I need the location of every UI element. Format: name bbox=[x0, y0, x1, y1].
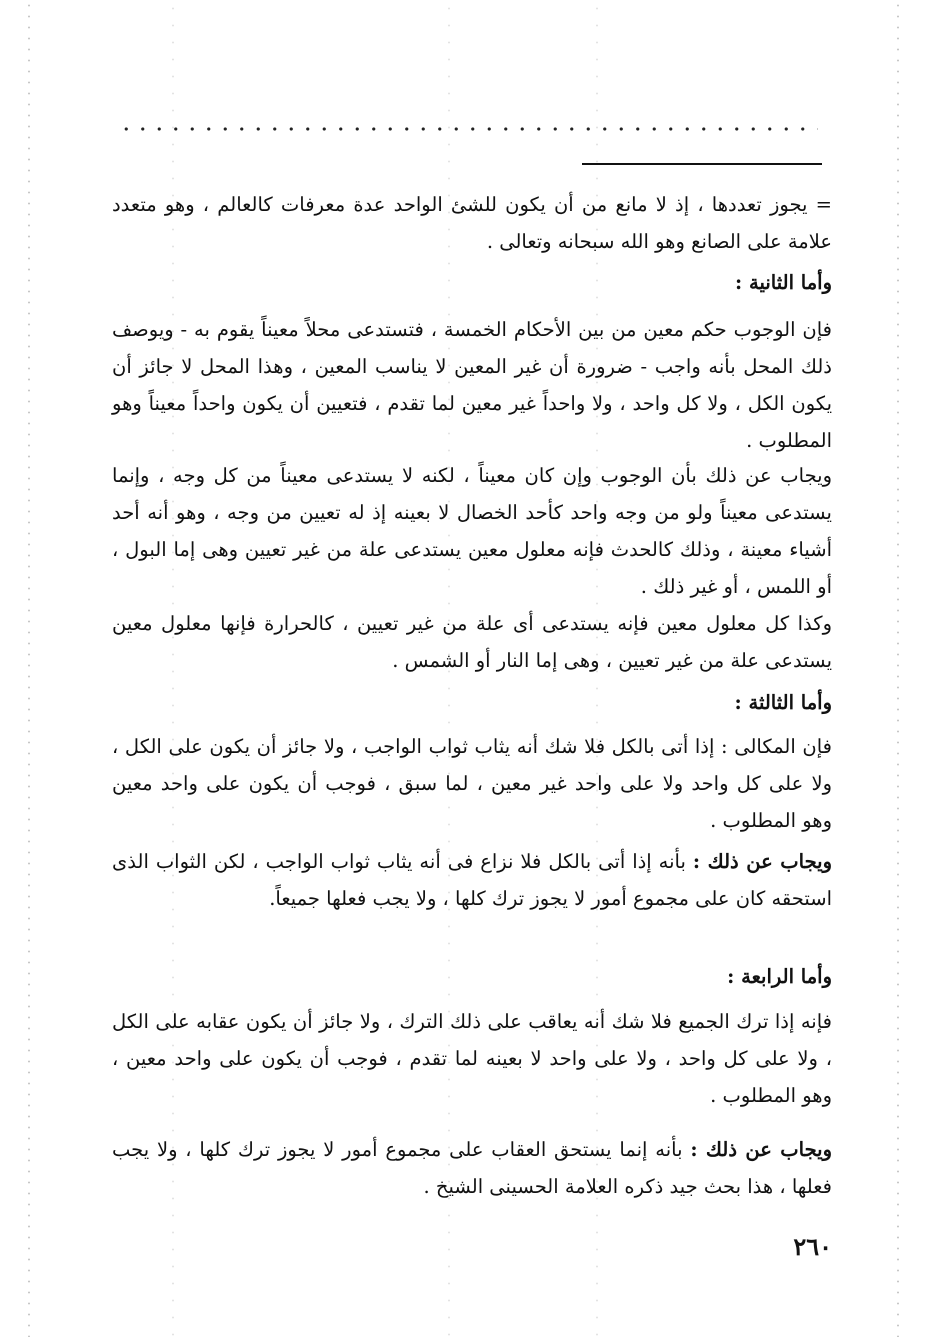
paragraph-lead: ويجاب عن ذلك : bbox=[692, 850, 832, 873]
paragraph-lead: ويجاب عن ذلك : bbox=[690, 1138, 832, 1161]
footnote-rule bbox=[582, 163, 822, 165]
paragraph bbox=[112, 843, 832, 917]
paragraph-text: بأنه إنما يستحق العقاب على مجموع أمور لا يجوز ترك كلها ، ولا يجب فعلها ، هذا بحث جيد ذكره العلامة الحسينى الشيخ . bbox=[112, 1138, 832, 1198]
section-heading bbox=[112, 958, 832, 995]
paragraph bbox=[112, 311, 832, 459]
page-number: ٢٦٠ bbox=[793, 1232, 832, 1261]
paragraph bbox=[112, 605, 832, 679]
paragraph-text: وكذا كل معلول معين فإنه يستدعى أى علة من غير تعيين ، كالحرارة فإنها معلول معين يستدعى علة من غير تعيين ، وهى إما النار أو الشمس . bbox=[112, 612, 832, 672]
paragraph bbox=[112, 1003, 832, 1114]
heading-text: وأما الثانية : bbox=[735, 271, 832, 294]
scan-guide-right bbox=[897, 0, 899, 1337]
heading-text: وأما الثالثة : bbox=[734, 691, 832, 714]
section-heading bbox=[112, 264, 832, 301]
dotted-separator bbox=[118, 126, 818, 132]
paragraph bbox=[112, 728, 832, 839]
heading-text: وأما الرابعة : bbox=[727, 965, 832, 988]
paragraph-text: فإن المكالى : إذا أتى بالكل فلا شك أنه يثاب ثواب الواجب ، ولا جائز أن يكون على الكل ، ولا على كل واحد ولا على واحد غير معين ، لما سبق ، فوجب أن يكون على واحد معين وهو المطلوب . bbox=[112, 735, 832, 832]
scan-guide-left bbox=[28, 0, 30, 1337]
section-heading bbox=[112, 684, 832, 721]
paragraph-text: ويجاب عن ذلك بأن الوجوب وإن كان معيناً ، لكنه لا يستدعى معيناً من كل وجه ، وإنما يستدعى معيناً ولو من وجه واحد كأحد الخصال لا بعينه إذ له تعيين من وجه ، وهو أنه أحد أشياء معينة ، وذلك كالحدث فإنه معلول معين يستدعى علة من غير تعيين وهى إما البول ، أو اللمس ، أو غير ذلك . bbox=[112, 464, 832, 598]
paragraph-text: = يجوز تعددها ، إذ لا مانع من أن يكون للشئ الواحد عدة معرفات كالعالم ، وهو متعدد علامة على الصانع وهو الله سبحانه وتعالى . bbox=[112, 193, 832, 253]
paragraph bbox=[112, 186, 832, 260]
paragraph bbox=[112, 1131, 832, 1205]
paragraph bbox=[112, 457, 832, 605]
paragraph-text: بأنه إذا أتى بالكل فلا نزاع فى أنه يثاب ثواب الواجب ، لكن الثواب الذى استحقه كان على مجموع أمور لا يجوز ترك كلها ، ولا يجب فعلها جميعاً. bbox=[112, 850, 832, 910]
paragraph-text: فإنه إذا ترك الجميع فلا شك أنه يعاقب على ذلك الترك ، ولا جائز أن يكون عقابه على الكل ، ولا على كل واحد ، ولا على واحد لا بعينه لما تقدم ، فوجب أن يكون على واحد معين ، وهو المطلوب . bbox=[112, 1010, 832, 1107]
paragraph-text: فإن الوجوب حكم معين من بين الأحكام الخمسة ، فتستدعى محلاً معيناً يقوم به - ويوصف ذلك المحل بأنه واجب - ضرورة أن غير المعين لا يناسب المعين ، وهذا المحل لا جائز أن يكون الكل ، ولا كل واحد ، ولا واحداً غير معين لما تقدم ، فتعيين أن يكون واحداً معيناً وهو المطلوب . bbox=[112, 318, 832, 452]
